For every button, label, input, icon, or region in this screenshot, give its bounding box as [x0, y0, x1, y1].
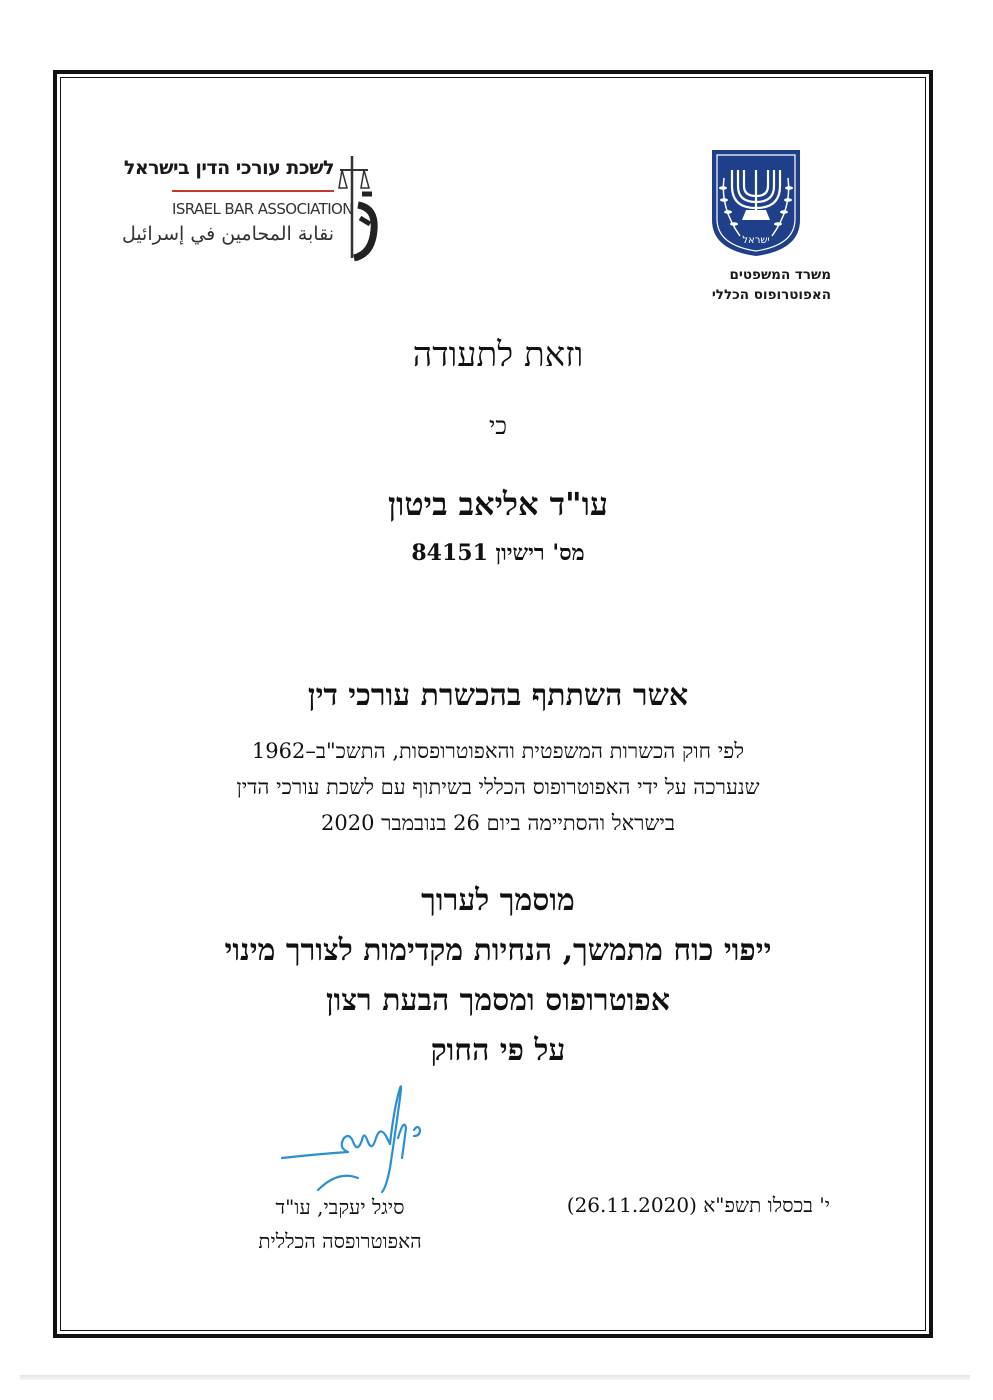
signatory-name: סיגל יעקבי, עו"ד	[275, 1195, 405, 1219]
bar-association-arabic-name: نقابة المحامين في إسرائيل	[121, 223, 334, 245]
certificate-title: וזאת לתעודה	[412, 335, 584, 375]
ministry-line-2: האפוטרופוס הכללי	[711, 287, 831, 303]
menorah-emblem-icon	[710, 148, 802, 258]
signatory-role: האפוטרופסה הכללית	[258, 1229, 422, 1253]
bar-association-logo	[121, 150, 378, 265]
page-bottom-edge	[20, 1375, 970, 1380]
authorization-block	[100, 876, 896, 1076]
course-statement: אשר השתתף בהכשרת עורכי דין	[307, 678, 689, 713]
authorization-line-2: ייפוי כוח מתמשך, הנחיות מקדימות לצורך מינוי	[224, 933, 772, 968]
authorization-line-4: על פי החוק	[430, 1033, 566, 1068]
scales-icon	[338, 150, 378, 262]
certificate-that: כי	[488, 412, 508, 440]
certificate-date: י' בכסלו תשפ"א (26.11.2020)	[566, 1193, 830, 1217]
ministry-caption	[712, 265, 831, 305]
authorization-line-3: אפוטרופוס ומסמך הבעת רצון	[326, 983, 670, 1018]
authorization-line-1: מוסמך לערוך	[421, 883, 575, 918]
bar-association-red-rule	[172, 190, 334, 192]
signatory-block	[215, 1190, 465, 1258]
handwritten-signature	[278, 1078, 448, 1193]
course-details	[100, 733, 896, 841]
emblem-label: ישראל	[742, 235, 770, 246]
bar-association-hebrew-name: לשכת עורכי הדין בישראל	[123, 157, 334, 179]
ministry-line-1: משרד המשפטים	[729, 267, 831, 283]
course-details-line-3: בישראל והסתיימה ביום 26 בנובמבר 2020	[321, 811, 675, 835]
course-details-line-1: לפי חוק הכשרות המשפטית והאפוטרופסות, התשכ"ב–1962	[251, 739, 745, 763]
recipient-name: עו"ד אליאב ביטון	[388, 485, 608, 523]
bar-association-english-name: ISRAEL BAR ASSOCIATION	[172, 200, 353, 218]
license-number: מס' רישיון 84151	[411, 540, 585, 566]
course-details-line-2: שנערכה על ידי האפוטרופוס הכללי בשיתוף עם לשכת עורכי הדין	[236, 775, 760, 799]
